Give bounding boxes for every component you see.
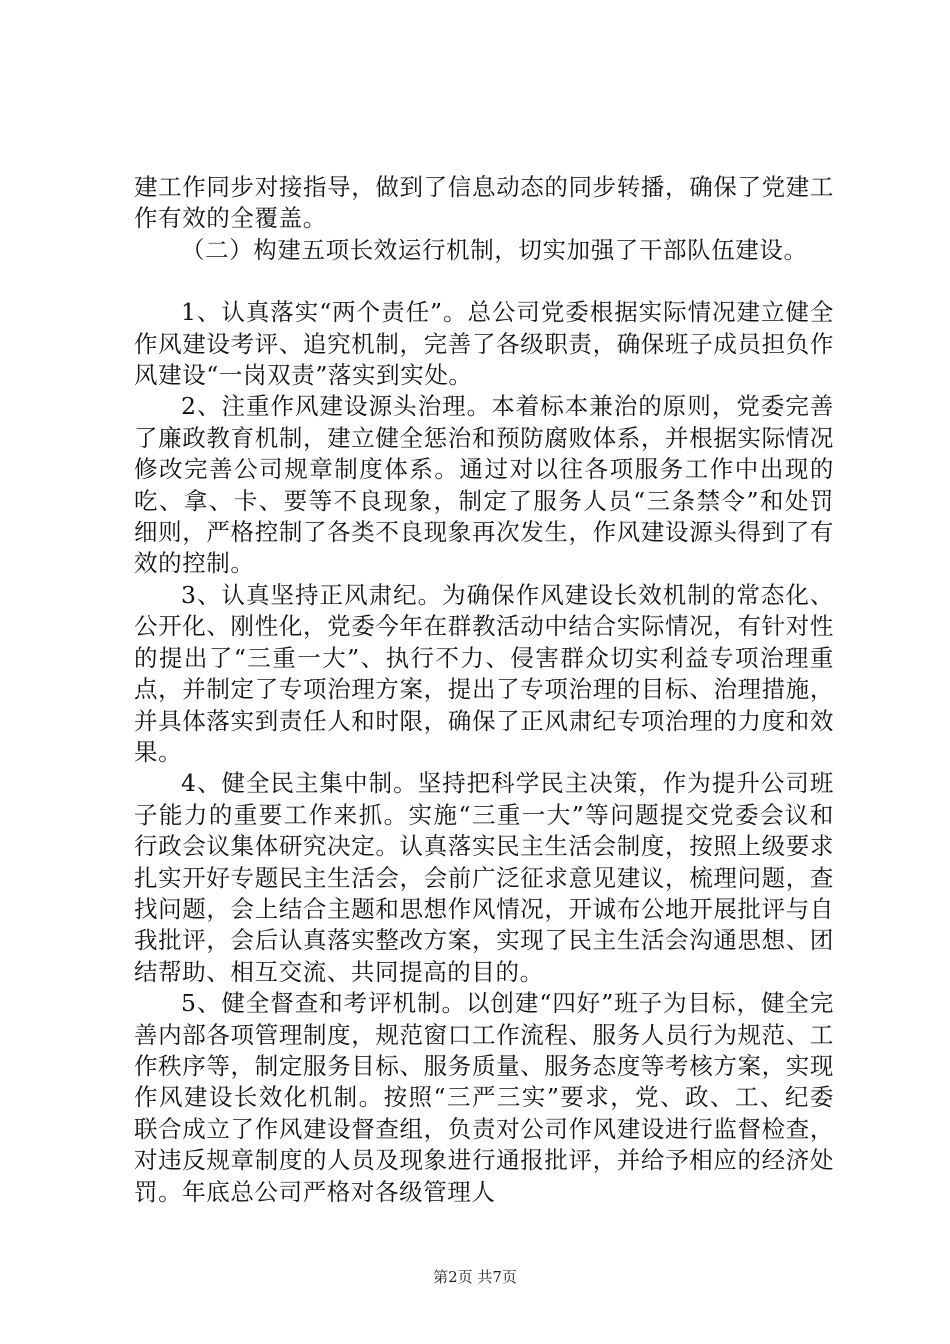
- section-heading: （二）构建五项长效运行机制，切实加强了干部队伍建设。: [181, 235, 808, 264]
- paragraph-item-2: 2、注重作风建设源头治理。本着标本兼治的原则，党委完善了廉政教育机制，建立健全惩治和预防腐败体系，并根据实际情况修改完善公司规章制度体系。通过对以往各项服务工作中出现的吃、拿、卡、要等不良现象，制定了服务人员“三条禁令”和处罚细则，严格控制了各类不良现象再次发生，作风建设源头得到了有效的控制。: [134, 392, 834, 578]
- paragraph-item-3: 3、认真坚持正风肃纪。为确保作风建设长效机制的常态化、公开化、刚性化，党委今年在群教活动中结合实际情况，有针对性的提出了“三重一大”、执行不力、侵害群众切实利益专项治理重点，并制定了专项治理方案，提出了专项治理的目标、治理措施，并具体落实到责任人和时限，确保了正风肃纪专项治理的力度和效果。: [134, 580, 834, 766]
- paragraph-item-5: 5、健全督查和考评机制。以创建“四好”班子为目标，健全完善内部各项管理制度，规范窗口工作流程、服务人员行为规范、工作秩序等，制定服务目标、服务质量、服务态度等考核方案，实现作风建设长效化机制。按照“三严三实”要求，党、政、工、纪委联合成立了作风建设督查组，负责对公司作风建设进行监督检查，对违反规章制度的人员及现象进行通报批评，并给予相应的经济处罚。年底总公司严格对各级管理人: [134, 989, 834, 1206]
- paragraph-continuation: 建工作同步对接指导，做到了信息动态的同步转播，确保了党建工作有效的全覆盖。: [134, 173, 834, 233]
- document-body: [134, 172, 834, 1208]
- paragraph-item-1: 1、认真落实“两个责任”。总公司党委根据实际情况建立健全作风建设考评、追究机制，完善了各级职责，确保班子成员担负作风建设“一岗双责”落实到实处。: [134, 298, 834, 390]
- page-footer: 第2页 共7页: [433, 1268, 517, 1286]
- paragraph-item-4: 4、健全民主集中制。坚持把科学民主决策，作为提升公司班子能力的重要工作来抓。实施“三重一大”等问题提交党委会议和行政会议集体研究决定。认真落实民主生活会制度，按照上级要求扎实开好专题民主生活会，会前广泛征求意见建议，梳理问题，查找问题，会上结合主题和思想作风情况，开诚布公地开展批评与自我批评，会后认真落实整改方案，实现了民主生活会沟通思想、团结帮助、相互交流、共同提高的目的。: [134, 769, 834, 986]
